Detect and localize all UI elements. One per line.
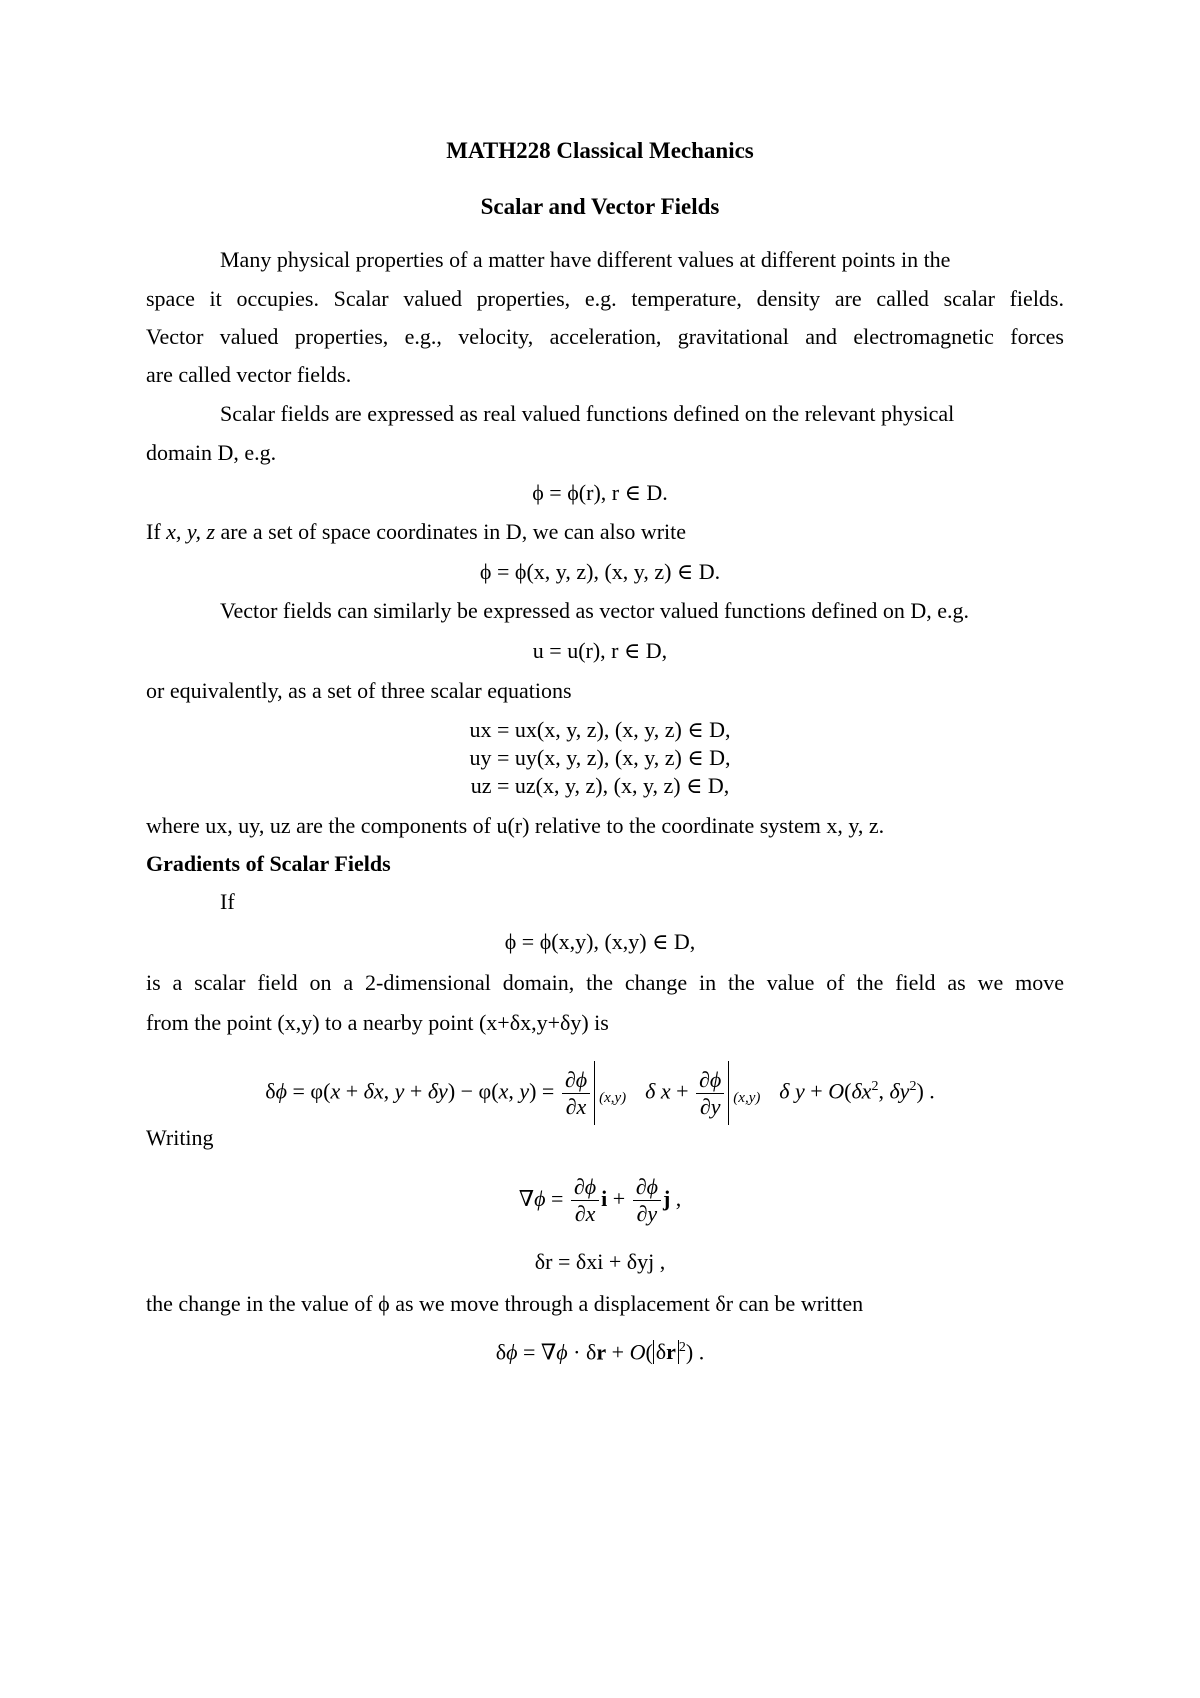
equation-component-y: uy = uy(x, y, z), (x, y, z) ∈ D, — [469, 745, 731, 770]
intro-line-2: space it occupies. Scalar valued properties, e.g. temperature, density are called scalar fields. — [146, 286, 1064, 311]
scalar-line-3: If x, y, z are a set of space coordinates in D, we can also write — [146, 519, 687, 544]
equation-component-z: uz = uz(x, y, z), (x, y, z) ∈ D, — [470, 773, 730, 798]
vector-line-3: where ux, uy, uz are the components of u(r) relative to the coordinate system x, y, z. — [146, 813, 885, 838]
gradients-line-2: from the point (x,y) to a nearby point (x+δx,y+δy) is — [146, 1010, 609, 1035]
gradients-line-3: the change in the value of ϕ as we move through a displacement δr can be written — [146, 1291, 864, 1316]
gradients-line-1: is a scalar field on a 2-dimensional domain, the change in the value of the field as we move — [146, 970, 1064, 995]
intro-line-1: Many physical properties of a matter have different values at different points in the — [220, 247, 951, 272]
equation-gradient-change: δϕ = ∇ϕ · δr + O( δr $^2$) . — [495, 1339, 705, 1365]
gradients-writing: Writing — [146, 1125, 214, 1150]
scalar-line-1: Scalar fields are expressed as real valued functions defined on the relevant physical — [220, 401, 955, 426]
equation-scalar-field-xyz: ϕ = ϕ(x, y, z), (x, y, z) ∈ D. — [479, 559, 721, 584]
gradients-heading: Gradients of Scalar Fields — [146, 851, 391, 876]
equation-gradient: ∇ϕ = $\frac{\partial\phi}{\partial x}$ i + $\frac{\partial\phi}{\partial y}$ j , — [518, 1174, 682, 1227]
intro-line-3: Vector valued properties, e.g., velocity, acceleration, gravitational and electromagnetic forces — [146, 324, 1064, 349]
section-heading: Scalar and Vector Fields — [480, 194, 720, 219]
equation-scalar-field-r: ϕ = ϕ(r), r ∈ D. — [532, 480, 668, 505]
equation-displacement: δr = δxi + δyj , — [534, 1249, 666, 1274]
vector-line-1: Vector fields can similarly be expressed as vector valued functions defined on D, e.g. — [220, 598, 969, 623]
equation-scalar-field-2d: ϕ = ϕ(x,y), (x,y) ∈ D, — [504, 929, 696, 954]
document-title: MATH228 Classical Mechanics — [446, 138, 754, 163]
scalar-line-2: domain D, e.g. — [146, 440, 277, 465]
vector-line-2: or equivalently, as a set of three scalar equations — [146, 678, 572, 703]
equation-component-x: ux = ux(x, y, z), (x, y, z) ∈ D, — [469, 717, 731, 742]
intro-line-4: are called vector fields. — [146, 362, 352, 387]
equation-taylor-expansion: δϕ = φ(x + δx, y + δy) − φ(x, y) = $\frac{\partial\phi}{\partial x}$ (x,y) δ x + $\frac{\partial\phi}{\partial y}$ (x,y) δ $y + O(\delta x^2$, $\delta y^2$) . — [0, 1052, 1200, 1126]
gradients-if: If — [220, 889, 235, 914]
equation-vector-field-r: u = u(r), r ∈ D, — [532, 638, 668, 663]
